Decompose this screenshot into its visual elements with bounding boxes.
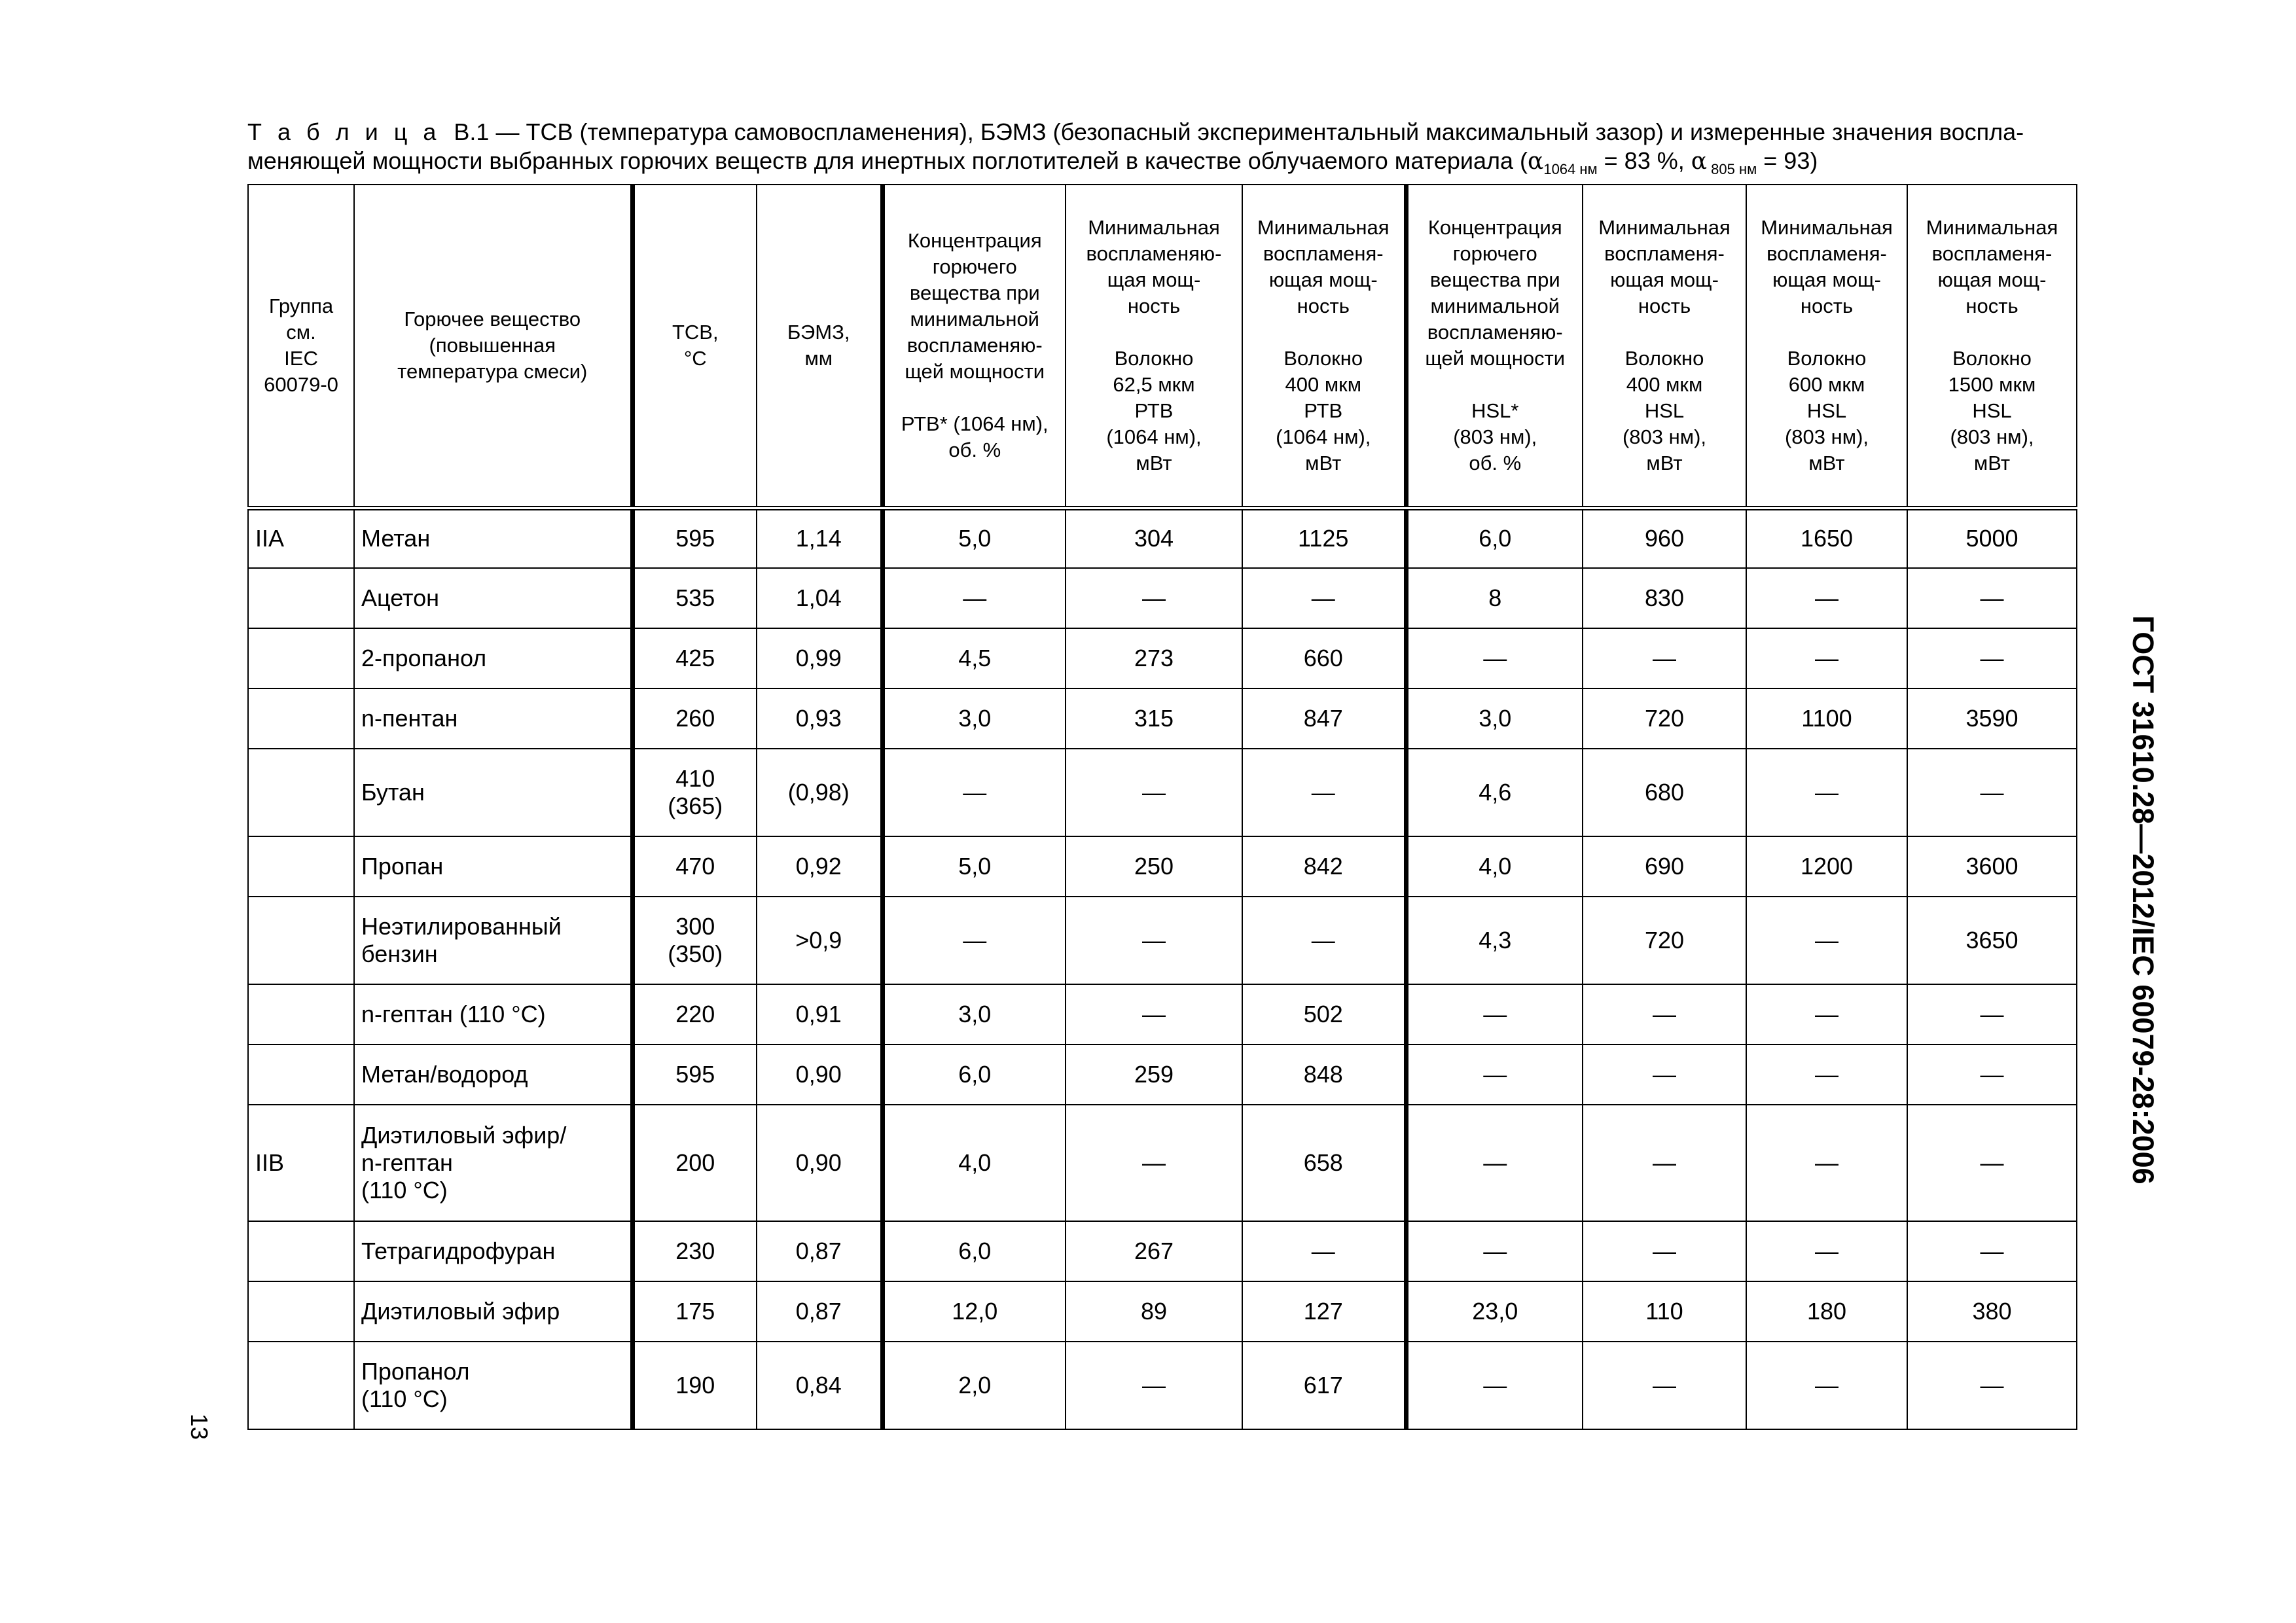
- cell-substance: Пропанол (110 °С): [354, 1342, 632, 1429]
- alpha-symbol: α: [1528, 148, 1544, 175]
- table-row: [248, 1221, 2077, 1281]
- cell-group: [248, 984, 354, 1044]
- header-tsv: ТСВ, °С: [632, 185, 757, 508]
- cell-power-600-hsl: —: [1746, 749, 1907, 836]
- cell-power-1500-hsl: 380: [1907, 1281, 2077, 1342]
- cell-substance: Диэтиловый эфир: [354, 1281, 632, 1342]
- cell-power-62-rtv: —: [1066, 897, 1242, 984]
- cell-power-600-hsl: 1200: [1746, 836, 1907, 897]
- table-row: [248, 836, 2077, 897]
- header-bemz: БЭМЗ, мм: [757, 185, 882, 508]
- cell-power-400-hsl: 720: [1583, 688, 1746, 749]
- cell-power-400-hsl: 960: [1583, 508, 1746, 568]
- cell-substance: n-гептан (110 °С): [354, 984, 632, 1044]
- cell-power-1500-hsl: —: [1907, 1221, 2077, 1281]
- cell-conc-hsl: 8: [1406, 568, 1583, 628]
- cell-power-1500-hsl: —: [1907, 1342, 2077, 1429]
- cell-power-600-hsl: —: [1746, 628, 1907, 688]
- cell-power-1500-hsl: 3650: [1907, 897, 2077, 984]
- cell-power-400-hsl: —: [1583, 984, 1746, 1044]
- cell-power-400-rtv: —: [1242, 749, 1406, 836]
- cell-substance: Ацетон: [354, 568, 632, 628]
- cell-bemz: 0,90: [757, 1105, 882, 1221]
- cell-bemz: 0,87: [757, 1281, 882, 1342]
- cell-group: [248, 749, 354, 836]
- cell-power-62-rtv: —: [1066, 749, 1242, 836]
- table-row: [248, 749, 2077, 836]
- header-power-1500-hsl: Минимальная воспламеня- ющая мощ- ность Волокно 1500 мкм HSL (803 нм), мВт: [1907, 185, 2077, 508]
- cell-tsv: 190: [632, 1342, 757, 1429]
- cell-tsv: 425: [632, 628, 757, 688]
- table-row: [248, 1342, 2077, 1429]
- cell-power-400-rtv: —: [1242, 568, 1406, 628]
- cell-conc-rtv: 6,0: [882, 1044, 1066, 1105]
- table-row: [248, 688, 2077, 749]
- cell-bemz: 0,84: [757, 1342, 882, 1429]
- header-concentration-hsl: Концентрация горючего вещества при минимальной воспламеняю- щей мощности HSL* (803 нм), об. %: [1406, 185, 1583, 508]
- cell-group: [248, 1281, 354, 1342]
- cell-power-600-hsl: —: [1746, 568, 1907, 628]
- cell-bemz: 0,99: [757, 628, 882, 688]
- cell-group: [248, 688, 354, 749]
- table-row: [248, 628, 2077, 688]
- cell-power-62-rtv: 315: [1066, 688, 1242, 749]
- cell-power-62-rtv: —: [1066, 1342, 1242, 1429]
- cell-group: IIB: [248, 1105, 354, 1221]
- cell-power-400-rtv: —: [1242, 897, 1406, 984]
- cell-tsv: 300 (350): [632, 897, 757, 984]
- page-number: 13: [186, 1413, 213, 1440]
- cell-conc-hsl: 6,0: [1406, 508, 1583, 568]
- cell-substance: Диэтиловый эфир/ n-гептан (110 °С): [354, 1105, 632, 1221]
- table-body: [248, 508, 2077, 1429]
- cell-power-400-rtv: 617: [1242, 1342, 1406, 1429]
- table-row: [248, 568, 2077, 628]
- cell-power-600-hsl: —: [1746, 1044, 1907, 1105]
- cell-power-600-hsl: —: [1746, 1342, 1907, 1429]
- cell-power-400-rtv: 502: [1242, 984, 1406, 1044]
- cell-group: [248, 568, 354, 628]
- cell-tsv: 535: [632, 568, 757, 628]
- cell-power-400-rtv: 127: [1242, 1281, 1406, 1342]
- cell-power-1500-hsl: —: [1907, 1105, 2077, 1221]
- table-row: [248, 1105, 2077, 1221]
- cell-tsv: 175: [632, 1281, 757, 1342]
- table-row: [248, 897, 2077, 984]
- cell-power-1500-hsl: —: [1907, 1044, 2077, 1105]
- cell-substance: Тетрагидрофуран: [354, 1221, 632, 1281]
- cell-conc-rtv: 4,5: [882, 628, 1066, 688]
- cell-substance: Неэтилированный бензин: [354, 897, 632, 984]
- cell-power-400-hsl: 680: [1583, 749, 1746, 836]
- cell-power-600-hsl: 1650: [1746, 508, 1907, 568]
- cell-group: [248, 628, 354, 688]
- cell-conc-hsl: 4,0: [1406, 836, 1583, 897]
- caption-end: = 93): [1757, 147, 1818, 174]
- cell-tsv: 470: [632, 836, 757, 897]
- cell-bemz: >0,9: [757, 897, 882, 984]
- cell-conc-rtv: 5,0: [882, 508, 1066, 568]
- cell-tsv: 230: [632, 1221, 757, 1281]
- cell-power-400-hsl: —: [1583, 628, 1746, 688]
- data-table: [247, 184, 2077, 1430]
- cell-tsv: 200: [632, 1105, 757, 1221]
- header-concentration-rtv: Концентрация горючего вещества при минимальной воспламеняю- щей мощности РТВ* (1064 нм), об. %: [882, 185, 1066, 508]
- table-row: [248, 508, 2077, 568]
- cell-substance: Бутан: [354, 749, 632, 836]
- cell-bemz: 0,92: [757, 836, 882, 897]
- cell-conc-rtv: —: [882, 749, 1066, 836]
- cell-power-1500-hsl: —: [1907, 568, 2077, 628]
- cell-power-62-rtv: 273: [1066, 628, 1242, 688]
- cell-conc-rtv: —: [882, 568, 1066, 628]
- table-row: [248, 1044, 2077, 1105]
- header-power-400-rtv: Минимальная воспламеня- ющая мощ- ность Волокно 400 мкм РТВ (1064 нм), мВт: [1242, 185, 1406, 508]
- cell-power-400-hsl: 110: [1583, 1281, 1746, 1342]
- cell-substance: Метан: [354, 508, 632, 568]
- cell-power-62-rtv: 89: [1066, 1281, 1242, 1342]
- cell-power-600-hsl: 180: [1746, 1281, 1907, 1342]
- cell-bemz: (0,98): [757, 749, 882, 836]
- cell-group: [248, 836, 354, 897]
- cell-bemz: 1,14: [757, 508, 882, 568]
- cell-power-1500-hsl: 3600: [1907, 836, 2077, 897]
- cell-power-62-rtv: —: [1066, 1105, 1242, 1221]
- cell-power-1500-hsl: —: [1907, 749, 2077, 836]
- cell-tsv: 595: [632, 508, 757, 568]
- cell-tsv: 260: [632, 688, 757, 749]
- cell-conc-rtv: 4,0: [882, 1105, 1066, 1221]
- cell-power-600-hsl: —: [1746, 984, 1907, 1044]
- cell-power-400-rtv: —: [1242, 1221, 1406, 1281]
- table-caption: [247, 118, 2073, 176]
- cell-power-400-hsl: —: [1583, 1221, 1746, 1281]
- table-row: [248, 984, 2077, 1044]
- cell-power-400-hsl: 720: [1583, 897, 1746, 984]
- alpha-subscript-1064: 1064 нм: [1543, 161, 1598, 178]
- cell-group: IIA: [248, 508, 354, 568]
- cell-bemz: 0,93: [757, 688, 882, 749]
- cell-conc-hsl: 3,0: [1406, 688, 1583, 749]
- header-row: [248, 185, 2077, 508]
- header-substance: Горючее вещество (повышенная температура смеси): [354, 185, 632, 508]
- cell-conc-hsl: 4,3: [1406, 897, 1583, 984]
- cell-conc-hsl: —: [1406, 1105, 1583, 1221]
- cell-conc-rtv: 12,0: [882, 1281, 1066, 1342]
- cell-substance: Метан/водород: [354, 1044, 632, 1105]
- cell-conc-rtv: —: [882, 897, 1066, 984]
- document-side-title: ГОСТ 31610.28—2012/IEC 60079-28:2006: [2126, 615, 2160, 1185]
- cell-conc-hsl: 4,6: [1406, 749, 1583, 836]
- cell-conc-hsl: —: [1406, 1342, 1583, 1429]
- cell-power-1500-hsl: 5000: [1907, 508, 2077, 568]
- header-power-400-hsl: Минимальная воспламеня- ющая мощ- ность Волокно 400 мкм HSL (803 нм), мВт: [1583, 185, 1746, 508]
- cell-conc-hsl: —: [1406, 1221, 1583, 1281]
- cell-power-62-rtv: 250: [1066, 836, 1242, 897]
- cell-group: [248, 897, 354, 984]
- caption-text-line2: меняющей мощности выбранных горючих веществ для инертных поглотителей в качестве облучаемого материала (: [247, 147, 1528, 174]
- cell-power-400-rtv: 848: [1242, 1044, 1406, 1105]
- caption-text-line1: В.1 — ТСВ (температура самовоспламенения), БЭМЗ (безопасный экспериментальный максимальный зазор) и измеренные значения воспла-: [454, 118, 2024, 145]
- cell-power-1500-hsl: —: [1907, 984, 2077, 1044]
- alpha-subscript-805: 805 нм: [1707, 161, 1757, 178]
- cell-conc-rtv: 2,0: [882, 1342, 1066, 1429]
- cell-conc-hsl: —: [1406, 1044, 1583, 1105]
- cell-power-400-hsl: —: [1583, 1044, 1746, 1105]
- cell-power-400-rtv: 847: [1242, 688, 1406, 749]
- cell-power-1500-hsl: —: [1907, 628, 2077, 688]
- cell-substance: n-пентан: [354, 688, 632, 749]
- cell-bemz: 0,91: [757, 984, 882, 1044]
- cell-group: [248, 1221, 354, 1281]
- cell-bemz: 0,87: [757, 1221, 882, 1281]
- cell-power-400-rtv: 842: [1242, 836, 1406, 897]
- cell-power-400-hsl: 830: [1583, 568, 1746, 628]
- cell-power-600-hsl: 1100: [1746, 688, 1907, 749]
- cell-conc-rtv: 3,0: [882, 984, 1066, 1044]
- cell-conc-hsl: —: [1406, 628, 1583, 688]
- cell-power-62-rtv: 304: [1066, 508, 1242, 568]
- cell-conc-rtv: 6,0: [882, 1221, 1066, 1281]
- alpha-symbol: α: [1691, 148, 1708, 175]
- caption-mid: = 83 %,: [1597, 147, 1691, 174]
- cell-bemz: 1,04: [757, 568, 882, 628]
- cell-substance: 2-пропанол: [354, 628, 632, 688]
- cell-power-1500-hsl: 3590: [1907, 688, 2077, 749]
- cell-conc-rtv: 5,0: [882, 836, 1066, 897]
- cell-tsv: 410 (365): [632, 749, 757, 836]
- cell-conc-rtv: 3,0: [882, 688, 1066, 749]
- cell-bemz: 0,90: [757, 1044, 882, 1105]
- cell-group: [248, 1044, 354, 1105]
- cell-conc-hsl: —: [1406, 984, 1583, 1044]
- cell-tsv: 220: [632, 984, 757, 1044]
- cell-power-400-rtv: 1125: [1242, 508, 1406, 568]
- header-power-62-rtv: Минимальная воспламеняю- щая мощ- ность Волокно 62,5 мкм РТВ (1064 нм), мВт: [1066, 185, 1242, 508]
- cell-power-62-rtv: —: [1066, 568, 1242, 628]
- cell-power-62-rtv: —: [1066, 984, 1242, 1044]
- cell-power-400-hsl: 690: [1583, 836, 1746, 897]
- cell-substance: Пропан: [354, 836, 632, 897]
- cell-power-400-hsl: —: [1583, 1105, 1746, 1221]
- header-group: Группа см. IEC 60079-0: [248, 185, 354, 508]
- cell-conc-hsl: 23,0: [1406, 1281, 1583, 1342]
- cell-power-400-hsl: —: [1583, 1342, 1746, 1429]
- caption-label: Т а б л и ц а: [247, 118, 441, 145]
- cell-power-62-rtv: 267: [1066, 1221, 1242, 1281]
- cell-tsv: 595: [632, 1044, 757, 1105]
- cell-power-400-rtv: 660: [1242, 628, 1406, 688]
- cell-power-600-hsl: —: [1746, 1221, 1907, 1281]
- cell-power-62-rtv: 259: [1066, 1044, 1242, 1105]
- header-power-600-hsl: Минимальная воспламеня- ющая мощ- ность Волокно 600 мкм HSL (803 нм), мВт: [1746, 185, 1907, 508]
- table-row: [248, 1281, 2077, 1342]
- cell-group: [248, 1342, 354, 1429]
- cell-power-600-hsl: —: [1746, 897, 1907, 984]
- cell-power-600-hsl: —: [1746, 1105, 1907, 1221]
- cell-power-400-rtv: 658: [1242, 1105, 1406, 1221]
